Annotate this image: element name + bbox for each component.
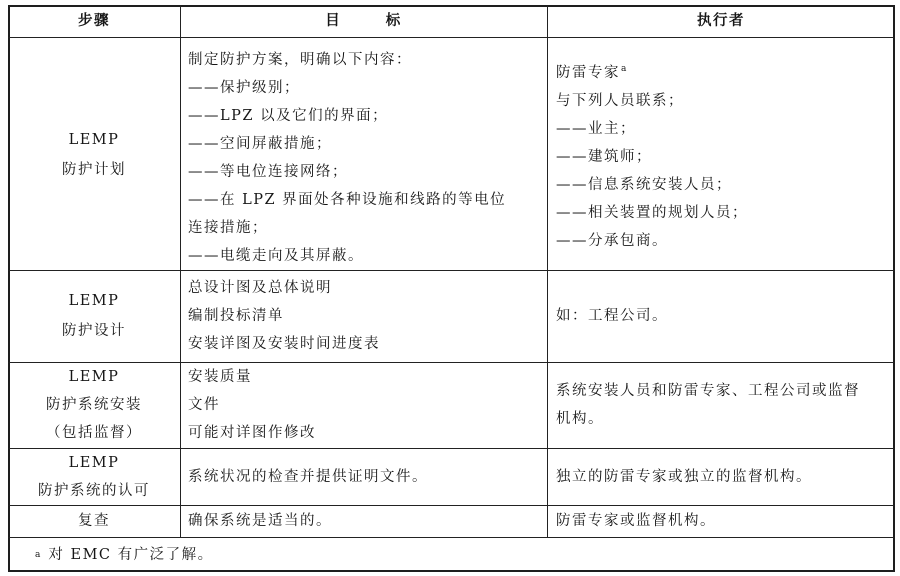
footnote-reference: a	[621, 63, 627, 74]
goal-line: 确保系统是适当的。	[188, 513, 332, 529]
executor-line: ——建筑师；	[556, 148, 652, 165]
header-step-label: 步骤	[78, 13, 110, 29]
footnote-text: 对 EMC 有广泛了解。	[48, 546, 214, 563]
executor-line: ——信息系统安装人员；	[556, 176, 732, 193]
step-line: 防护计划	[62, 162, 126, 178]
step-line: 防护系统安装	[46, 397, 142, 413]
step-line: LEMP	[68, 293, 120, 309]
design-step-cell	[8, 270, 180, 362]
step-line: 防护设计	[62, 323, 126, 339]
table-footnote: a 对 EMC 有广泛了解。	[8, 537, 895, 572]
goal-line: 安装详图及安装时间进度表	[188, 336, 380, 352]
executor-text: 防雷专家	[556, 64, 620, 81]
goal-line: 安装质量	[188, 369, 252, 385]
review-step-cell	[8, 505, 180, 537]
executor-line: 如：工程公司。	[556, 308, 668, 324]
goal-line: ——空间屏蔽措施；	[188, 136, 332, 152]
executor-line	[556, 59, 895, 87]
goal-line: 可能对详图作修改	[188, 425, 316, 441]
step-line: 防护系统的认可	[38, 482, 150, 499]
goal-line: 连接措施；	[188, 220, 268, 236]
executor-line: 机构。	[556, 411, 604, 427]
installation-executor-cell	[547, 362, 895, 448]
header-executor	[547, 5, 895, 37]
review-goal-cell	[180, 505, 547, 537]
approval-step-cell	[8, 448, 180, 505]
goal-line: ——电缆走向及其屏蔽。	[188, 248, 364, 264]
step-line: LEMP	[68, 369, 120, 385]
executor-line: ——业主；	[556, 120, 636, 137]
step-line: LEMP	[68, 132, 120, 148]
design-executor-cell	[547, 270, 895, 362]
header-step	[8, 5, 180, 37]
goal-line: ——等电位连接网络；	[188, 164, 348, 180]
step-line: （包括监督）	[46, 425, 142, 441]
step-line: LEMP	[68, 454, 120, 471]
planning-step-cell	[8, 37, 180, 270]
review-executor-cell	[547, 505, 895, 537]
goal-line: 系统状况的检查并提供证明文件。	[188, 468, 428, 485]
executor-line: 防雷专家或监督机构。	[556, 513, 716, 529]
executor-line: 系统安装人员和防雷专家、工程公司或监督	[556, 383, 860, 399]
executor-line: ——分承包商。	[556, 232, 668, 249]
header-goal-label: 目 标	[325, 13, 402, 29]
goal-line: 文件	[188, 397, 220, 413]
goal-line: ——在 LPZ 界面处各种设施和线路的等电位	[188, 192, 507, 208]
header-executor-label: 执行者	[697, 13, 745, 29]
executor-line: 与下列人员联系；	[556, 92, 684, 109]
planning-executor-cell	[547, 37, 895, 270]
goal-line: 制定防护方案，明确以下内容：	[188, 52, 412, 68]
step-line: 复查	[78, 513, 110, 529]
goal-line: 编制投标清单	[188, 308, 284, 324]
executor-line: 独立的防雷专家或独立的监督机构。	[556, 468, 812, 485]
goal-line: ——保护级别；	[188, 80, 300, 96]
installation-step-cell	[8, 362, 180, 448]
planning-goal-cell	[180, 37, 547, 270]
header-goal	[180, 5, 547, 37]
goal-line: ——LPZ 以及它们的界面；	[188, 108, 389, 124]
design-goal-cell	[180, 270, 547, 362]
approval-executor-cell	[547, 448, 895, 505]
approval-goal-cell	[180, 448, 547, 505]
installation-goal-cell	[180, 362, 547, 448]
goal-line: 总设计图及总体说明	[188, 280, 332, 296]
executor-line: ——相关装置的规划人员；	[556, 204, 748, 221]
